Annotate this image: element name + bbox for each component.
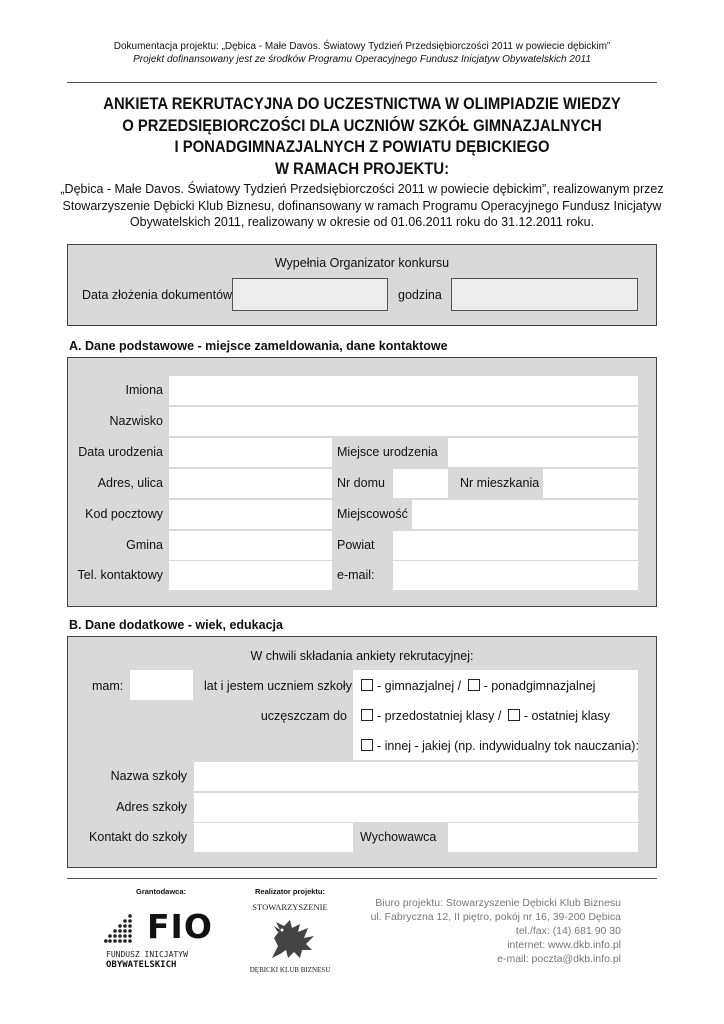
age-field[interactable] [130,670,193,700]
subtitle-line-1: „Dębica - Małe Davos. Światowy Tydzień Przedsiębiorczości 2011 w powiecie dębickim”, realizowanym przez [60,182,664,196]
locality-field[interactable] [412,500,638,529]
ponadgimnazjalna-label: - ponadgimnazjalnej [483,679,596,693]
contact-line-5[interactable]: e-mail: poczta@dkb.info.pl [497,953,621,965]
phone-field[interactable] [169,561,332,590]
phone-label: Tel. kontaktowy [77,568,163,582]
gimnazjalna-label: - gimnazjalnej / [377,679,462,693]
fio-dots-icon [104,912,134,944]
school-contact-label: Kontakt do szkoły [89,830,187,844]
first-names-label: Imiona [125,383,163,397]
penultimate-class-checkbox[interactable] [361,709,373,721]
birth-date-label: Data urodzenia [78,445,163,459]
house-number-label: Nr domu [337,476,385,490]
locality-label: Miejscowość [337,507,408,521]
school-address-label: Adres szkoły [116,800,187,814]
county-field[interactable] [393,531,638,560]
contact-line-4[interactable]: internet: www.dkb.info.pl [507,939,621,951]
email-label: e-mail: [337,568,375,582]
last-class-checkbox[interactable] [508,709,520,721]
organizer-heading: Wypełnia Organizator konkursu [274,256,450,270]
surname-label: Nazwisko [109,414,163,428]
postal-code-field[interactable] [169,500,332,529]
contact-line-3: tel./fax: (14) 681 90 30 [515,925,621,937]
section-b-title: B. Dane dodatkowe - wiek, edukacja [69,618,283,632]
grantor-label: Grantodawca: [136,887,187,896]
footer-divider [67,878,657,879]
subtitle-line-2: Stowarzyszenie Dębicki Klub Biznesu, dofinansowany w ramach Programu Operacyjnego Fundusz Inicjatyw [62,198,662,213]
header-divider [67,82,657,83]
homeroom-teacher-label: Wychowawca [360,830,437,844]
email-field[interactable] [393,561,638,590]
age-label: mam: [92,679,124,693]
apartment-number-label: Nr mieszkania [460,476,540,490]
dkb-logo-top-text: STOWARZYSZENIE [252,902,328,912]
dkb-logo-bottom-text: DĘBICKI KLUB BIZNESU [249,966,331,974]
fio-name-line-1: FUNDUSZ INICJATYW [106,950,188,959]
attending-label: uczęszczam do [260,709,347,723]
first-names-field[interactable] [169,376,638,405]
class-options [361,708,610,724]
title-line-2: O PRZEDSIĘBIORCZOŚCI DLA UCZNIÓW SZKÓŁ GIMNAZJALNYCH [122,116,602,135]
title-line-4: W RAMACH PROJEKTU: [274,159,450,178]
school-type-label: lat i jestem uczniem szkoły [204,679,352,693]
submission-time-field[interactable] [451,278,638,311]
project-description [52,181,672,231]
school-name-label: Nazwa szkoły [110,769,187,783]
postal-code-label: Kod pocztowy [85,507,163,521]
submission-date-field[interactable] [232,278,388,311]
implementer-label: Realizator projektu: [255,887,326,896]
birth-date-field[interactable] [169,438,332,467]
school-contact-field[interactable] [194,823,353,852]
fio-wordmark: FIO [147,907,213,946]
subtitle-line-3: Obywatelskich 2011, realizowany w okresie od 01.06.2011 roku do 31.12.2011 roku. [129,215,595,229]
school-name-field[interactable] [194,762,638,791]
homeroom-teacher-field[interactable] [448,823,638,852]
contact-line-2: ul. Fabryczna 12, II piętro, pokój nr 16, 39-200 Dębica [370,911,621,923]
title-line-1: ANKIETA REKRUTACYJNA DO UCZESTNICTWA W OLIMPIADZIE WIEDZY [103,95,621,113]
last-class-label: - ostatniej klasy [523,709,610,723]
birth-place-label: Miejsce urodzenia [337,445,438,459]
street-field[interactable] [169,469,332,498]
header-line-2: Projekt dofinansowany jest ze środków Programu Operacyjnego Fundusz Inicjatyw Obywatelskich 2011 [133,54,591,65]
ponadgimnazjalna-checkbox[interactable] [468,679,480,691]
other-class-option [361,738,639,754]
street-label: Adres, ulica [97,476,163,490]
birth-place-field[interactable] [448,438,638,467]
fio-logo [104,907,216,974]
other-class-label: - innej - jakiej (np. indywidualny tok nauczania): [377,739,639,753]
apartment-number-field[interactable] [543,469,638,498]
title-line-3: I PONADGIMNAZJALNYCH Z POWIATU DĘBICKIEGO [174,138,550,156]
griffin-icon [262,916,322,962]
page-title [72,94,652,180]
section-a-title: A. Dane podstawowe - miejsce zameldowania, dane kontaktowe [69,339,448,353]
commune-label: Gmina [126,538,163,552]
school-type-options [361,678,595,694]
dkb-logo [240,900,340,980]
project-office-contact [360,896,621,966]
contact-line-1: Biuro projektu: Stowarzyszenie Dębicki Klub Biznesu [375,897,621,909]
section-b-heading: W chwili składania ankiety rekrutacyjnej: [250,649,474,663]
surname-field[interactable] [169,407,638,436]
fio-name-line-2: OBYWATELSKICH [106,960,177,970]
other-class-checkbox[interactable] [361,739,373,751]
penultimate-class-label: - przedostatniej klasy / [377,709,502,723]
header-line-1: Dokumentacja projektu: „Dębica - Małe Davos. Światowy Tydzień Przedsiębiorczości 2011 w powiecie dębickim” [113,41,611,52]
gimnazjalna-checkbox[interactable] [361,679,373,691]
submission-time-label: godzina [398,288,442,302]
school-address-field[interactable] [194,793,638,822]
county-label: Powiat [337,538,375,552]
submission-date-label: Data złożenia dokumentów [82,288,233,302]
house-number-field[interactable] [393,469,448,498]
commune-field[interactable] [169,531,332,560]
